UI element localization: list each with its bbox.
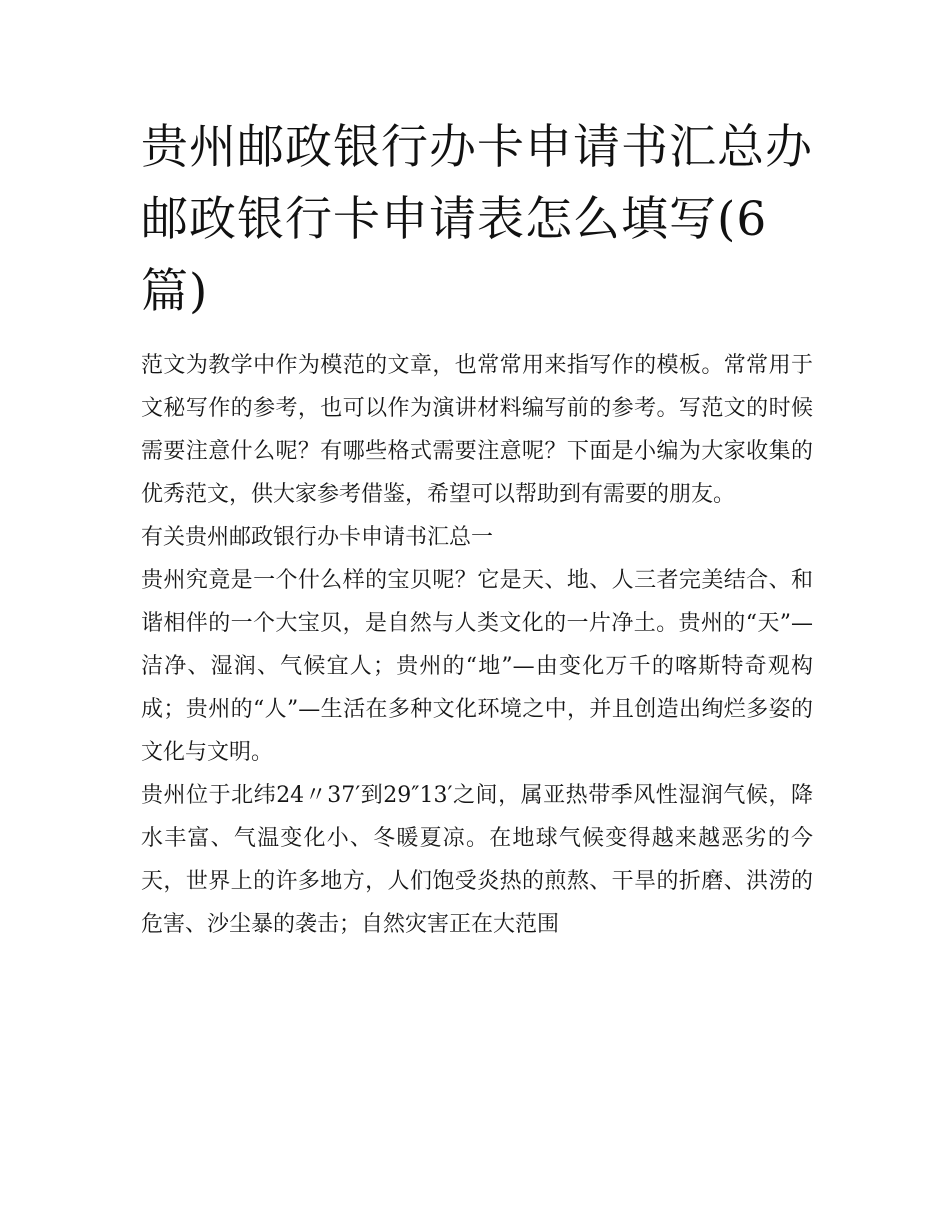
document-title: 贵州邮政银行办卡申请书汇总办邮政银行卡申请表怎么填写(6篇): [141, 120, 813, 319]
document-content: [141, 112, 813, 946]
section-heading: 有关贵州邮政银行办卡申请书汇总一: [141, 525, 494, 550]
document-body: [141, 344, 813, 946]
body-paragraph: 贵州究竟是一个什么样的宝贝呢？它是天、地、人三者完美结合、和谐相伴的一个大宝贝，是自然与人类文化的一片净土。贵州的“天”—洁净、湿润、气候宜人；贵州的“地”—由变化万千的喀斯特奇观构成；贵州的“人”—生活在多种文化环境之中，并且创造出绚烂多姿的文化与文明。: [141, 568, 813, 765]
intro-paragraph: 范文为教学中作为模范的文章，也常常用来指写作的模板。常常用于文秘写作的参考，也可以作为演讲材料编写前的参考。写范文的时候需要注意什么呢？有哪些格式需要注意呢？下面是小编为大家收集的优秀范文，供大家参考借鉴，希望可以帮助到有需要的朋友。: [141, 353, 813, 507]
body-paragraph: 贵州位于北纬24〃37′到29″13′之间，属亚热带季风性湿润气候，降水丰富、气温变化小、冬暖夏凉。在地球气候变得越来越恶劣的今天，世界上的许多地方，人们饱受炎热的煎熬、干旱的折磨、洪涝的危害、沙尘暴的袭击；自然灾害正在大范围: [141, 783, 813, 937]
